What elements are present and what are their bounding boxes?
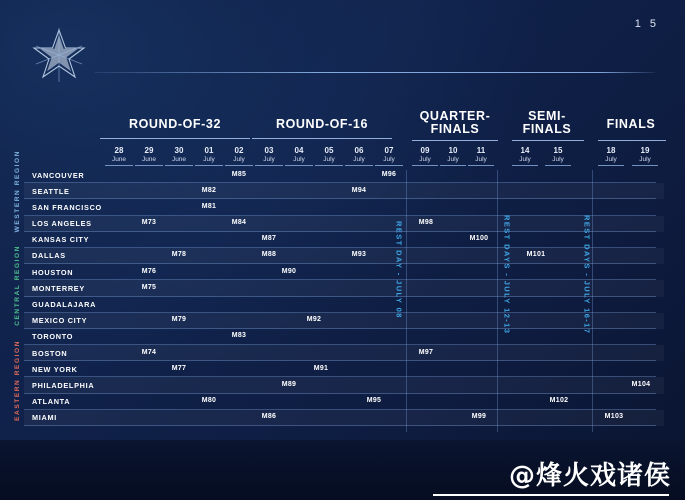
date-rule-11 — [440, 165, 466, 166]
region-label-western: WESTERN REGION — [14, 150, 21, 233]
date-rule-3 — [195, 165, 223, 166]
date-col-12: 11 July — [475, 146, 487, 163]
table-row — [24, 345, 664, 361]
date-col-11: 10 July — [447, 146, 459, 163]
header-divider — [95, 72, 655, 73]
match-M91[interactable]: M91 — [313, 364, 329, 372]
match-M77[interactable]: M77 — [171, 364, 187, 372]
city-label: SAN FRANCISCO — [32, 202, 102, 212]
match-M102[interactable]: M102 — [549, 397, 569, 405]
date-rule-4 — [225, 165, 253, 166]
phase-header-semi-finals: SEMI-FINALS — [522, 109, 572, 136]
column-separator-final — [592, 170, 593, 432]
table-row — [24, 410, 664, 426]
date-rule-12 — [468, 165, 494, 166]
city-label: DALLAS — [32, 251, 66, 261]
date-rule-14 — [545, 165, 571, 166]
match-M90[interactable]: M90 — [281, 267, 297, 275]
match-M99[interactable]: M99 — [471, 413, 487, 421]
date-rule-0 — [105, 165, 133, 166]
city-label: BOSTON — [32, 348, 68, 358]
date-rule-1 — [135, 165, 163, 166]
date-col-10: 09 July — [419, 146, 431, 163]
page-number: 1 5 — [634, 18, 659, 30]
match-M95[interactable]: M95 — [366, 397, 382, 405]
phase-rule-sf — [512, 140, 584, 141]
city-label: GUADALAJARA — [32, 300, 97, 309]
date-rule-7 — [315, 165, 343, 166]
city-label: KANSAS CITY — [32, 235, 90, 245]
table-row — [24, 329, 664, 345]
match-M83[interactable]: M83 — [231, 332, 247, 340]
column-separator-sf — [497, 170, 498, 432]
match-M85[interactable]: M85 — [231, 170, 247, 178]
match-M87[interactable]: M87 — [261, 235, 277, 243]
rest-day-band-july-16-17: REST DAYS - JULY 16-17 — [582, 215, 592, 335]
region-label-eastern: EASTERN REGION — [14, 340, 21, 421]
table-row — [24, 216, 664, 232]
match-M93[interactable]: M93 — [351, 251, 367, 259]
rest-day-band-july-12-13: REST DAYS - JULY 12-13 — [502, 215, 512, 335]
date-col-3: 01 July — [203, 146, 215, 163]
phase-header-quarter-finals: QUARTER-FINALS — [419, 109, 491, 136]
match-M89[interactable]: M89 — [281, 380, 297, 388]
match-M94[interactable]: M94 — [351, 186, 367, 194]
city-label: NEW YORK — [32, 364, 78, 374]
rest-day-band-july-08: REST DAY - JULY 08 — [394, 221, 404, 319]
match-M78[interactable]: M78 — [171, 251, 187, 259]
date-col-6: 04 July — [293, 146, 305, 163]
date-col-15: 18 July — [605, 146, 617, 163]
date-col-9: 07 July — [383, 146, 395, 163]
match-M96[interactable]: M96 — [381, 170, 397, 178]
city-label: MEXICO CITY — [32, 316, 88, 326]
match-M104[interactable]: M104 — [631, 380, 651, 388]
table-row — [24, 183, 664, 199]
match-M73[interactable]: M73 — [141, 219, 157, 227]
match-M98[interactable]: M98 — [418, 219, 434, 227]
date-col-14: 15 July — [552, 146, 564, 163]
city-label: MIAMI — [32, 413, 57, 423]
match-M101[interactable]: M101 — [526, 251, 546, 259]
match-M80[interactable]: M80 — [201, 397, 217, 405]
table-row — [24, 167, 664, 183]
phase-rule-qf — [412, 140, 498, 141]
table-row — [24, 297, 664, 313]
city-label: PHILADELPHIA — [32, 380, 95, 390]
match-M79[interactable]: M79 — [171, 316, 187, 324]
date-col-0: 28 June — [111, 146, 127, 163]
row-divider — [24, 425, 656, 426]
date-col-5: 03 July — [263, 146, 275, 163]
date-rule-9 — [375, 165, 403, 166]
match-M82[interactable]: M82 — [201, 186, 217, 194]
table-row — [24, 377, 664, 393]
table-row — [24, 199, 664, 215]
date-col-1: 29 June — [141, 146, 157, 163]
date-col-16: 19 July — [639, 146, 651, 163]
table-row — [24, 264, 664, 280]
date-rule-5 — [255, 165, 283, 166]
match-M86[interactable]: M86 — [261, 413, 277, 421]
city-label: SEATTLE — [32, 186, 70, 196]
table-row — [24, 280, 664, 296]
region-label-central: CENTRAL REGION — [14, 245, 21, 326]
date-rule-15 — [598, 165, 624, 166]
watermark-underline — [433, 494, 669, 496]
schedule-grid — [24, 167, 664, 426]
table-row — [24, 248, 664, 264]
city-label: TORONTO — [32, 332, 74, 342]
star-logo — [30, 26, 88, 84]
column-separator-qf — [406, 170, 407, 432]
match-M97[interactable]: M97 — [418, 348, 434, 356]
date-col-7: 05 July — [323, 146, 335, 163]
city-label: LOS ANGELES — [32, 219, 92, 229]
table-row — [24, 313, 664, 329]
date-col-8: 06 July — [353, 146, 365, 163]
match-M76[interactable]: M76 — [141, 267, 157, 275]
phase-rule-r16 — [252, 138, 392, 139]
watermark: @烽火戏诸侯 — [508, 461, 671, 491]
date-rule-2 — [165, 165, 193, 166]
match-M92[interactable]: M92 — [306, 316, 322, 324]
table-row — [24, 361, 664, 377]
phase-header-finals: FINALS — [606, 117, 656, 131]
match-M100[interactable]: M100 — [469, 235, 489, 243]
date-col-4: 02 July — [233, 146, 245, 163]
date-rule-8 — [345, 165, 373, 166]
date-rule-13 — [512, 165, 538, 166]
phase-header-round-of-32: ROUND-OF-32 — [128, 117, 222, 131]
table-row — [24, 232, 664, 248]
city-label: MONTERREY — [32, 283, 85, 293]
date-col-2: 30 June — [171, 146, 187, 163]
date-col-13: 14 July — [519, 146, 531, 163]
phase-rule-final — [598, 140, 666, 141]
city-label: HOUSTON — [32, 267, 74, 277]
phase-rule-r32 — [100, 138, 250, 139]
city-label: VANCOUVER — [32, 170, 85, 180]
date-rule-10 — [412, 165, 438, 166]
date-rule-16 — [632, 165, 658, 166]
match-M75[interactable]: M75 — [141, 283, 157, 291]
city-label: ATLANTA — [32, 397, 71, 407]
match-M88[interactable]: M88 — [261, 251, 277, 259]
match-M84[interactable]: M84 — [231, 219, 247, 227]
match-M81[interactable]: M81 — [201, 202, 217, 210]
match-M103[interactable]: M103 — [604, 413, 624, 421]
table-row — [24, 394, 664, 410]
match-M74[interactable]: M74 — [141, 348, 157, 356]
date-rule-6 — [285, 165, 313, 166]
phase-header-round-of-16: ROUND-OF-16 — [275, 117, 369, 131]
